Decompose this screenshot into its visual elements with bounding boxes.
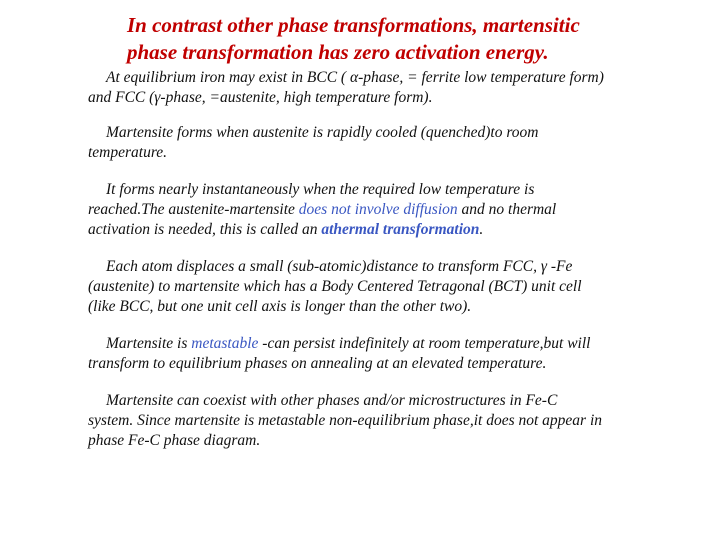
paragraph-athermal-text-b: and no thermal activation is needed, this is called an xyxy=(88,201,557,238)
slide-title xyxy=(127,12,687,66)
paragraph-athermal-text-a: It forms nearly instantaneously when the required low temperature is reached.The austenite-martensite xyxy=(88,181,535,218)
paragraph-athermal-text-c: . xyxy=(479,221,484,238)
highlight-metastable: metastable xyxy=(191,335,259,352)
paragraph-bct-unit-cell: Each atom displaces a small (sub-atomic)distance to transform FCC, γ -Fe (austenite) to martensite which has a Body Centered Tetragonal (BCT) unit cell (like BCC, but one unit cell axis is longer than the other two). xyxy=(88,258,582,315)
paragraph-athermal xyxy=(88,180,606,240)
paragraph-metastable-text-b: -can persist indefinitely at room temperature,but will transform to equilibrium phases on annealing at an elevated temperature. xyxy=(88,335,591,372)
paragraph-coexist: Martensite can coexist with other phases and/or microstructures in Fe-C system. Since martensite is metastable non-equilibrium phase,it does not appear in phase Fe-C phase diagram. xyxy=(88,392,603,449)
paragraph-metastable xyxy=(88,334,606,374)
title-line-2: phase transformation has zero activation energy. xyxy=(127,40,549,64)
paragraph-martensite-formation: Martensite forms when austenite is rapidly cooled (quenched)to room temperature. xyxy=(88,124,539,161)
paragraph-equilibrium-phases: At equilibrium iron may exist in BCC ( α-phase, = ferrite low temperature form) and FCC (γ-phase, =austenite, high temperature form). xyxy=(88,69,604,106)
slide-body xyxy=(88,68,606,468)
paragraph-metastable-text-a: Martensite is xyxy=(106,335,192,352)
highlight-athermal-transformation: athermal transformation xyxy=(321,221,480,238)
title-line-1: In contrast other phase transformations, martensitic xyxy=(127,13,580,37)
highlight-no-diffusion: does not involve diffusion xyxy=(298,201,458,218)
